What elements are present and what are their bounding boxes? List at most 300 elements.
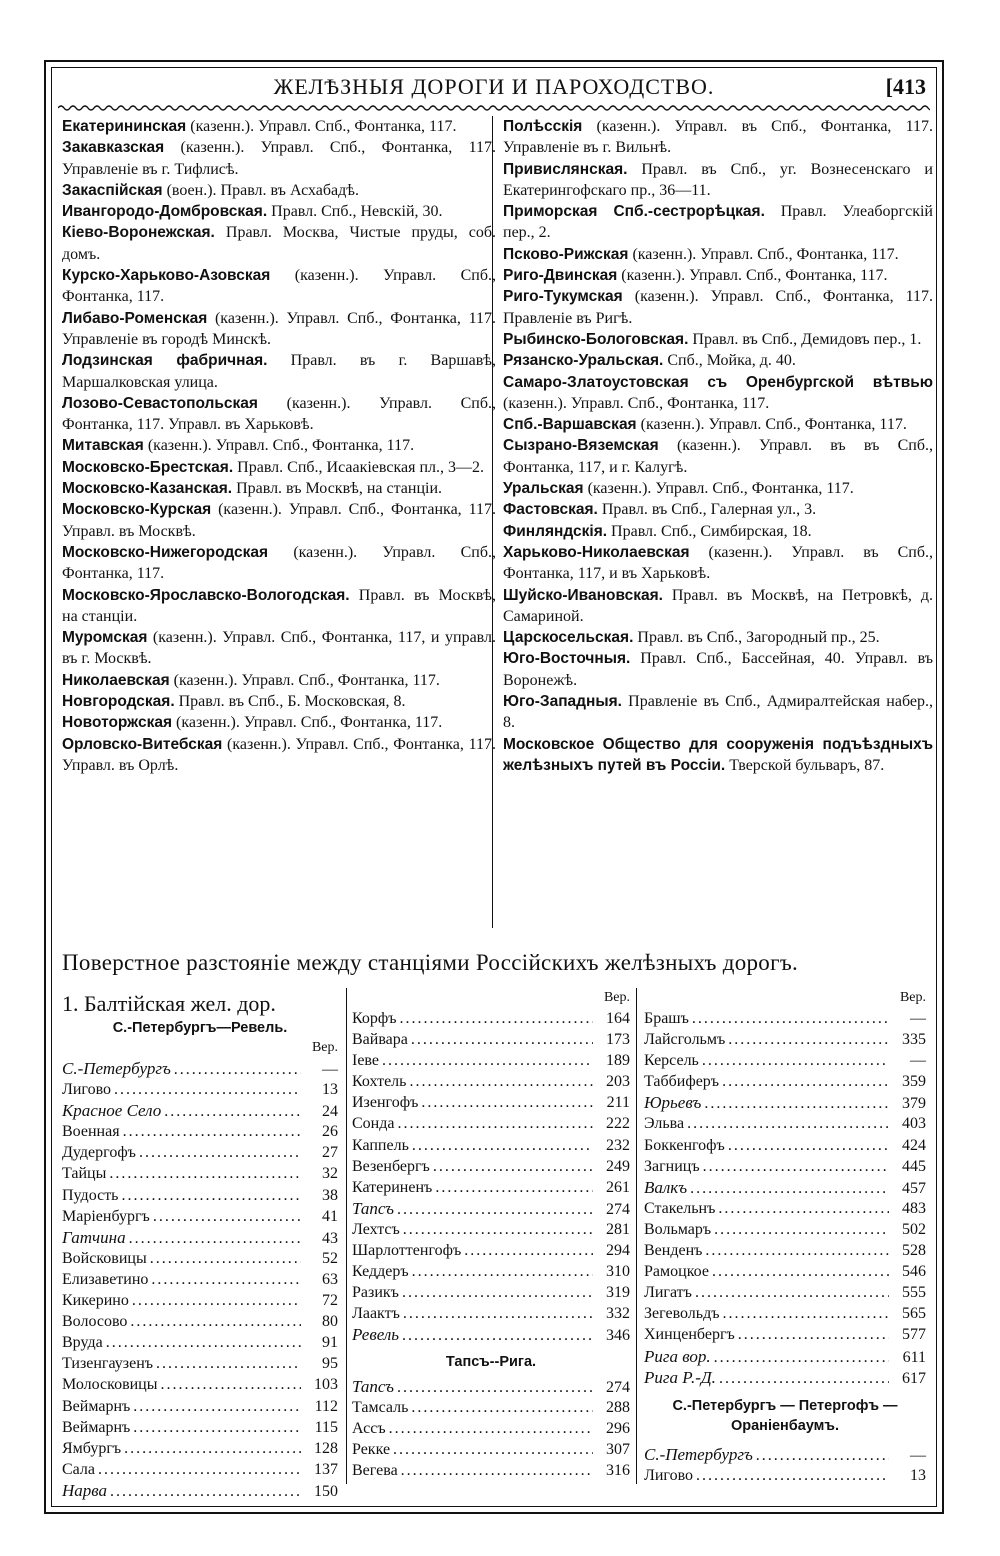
leader-dots (433, 1156, 593, 1177)
railway-name: Финляндскія. (503, 522, 608, 540)
station-distance: 403 (902, 1115, 926, 1133)
leader-dots (412, 1261, 593, 1282)
railway-entry (62, 542, 496, 585)
leader-dots (723, 1303, 890, 1324)
railway-name: Лозово-Севастопольская (62, 394, 258, 412)
station-name: Елизаветино (62, 1270, 149, 1288)
railway-name: Муромская (62, 629, 148, 647)
railway-name: Ивангородо-Домбровская. (62, 203, 268, 221)
leader-dots (150, 1248, 301, 1269)
railway-entry (62, 435, 496, 456)
railway-entry (503, 435, 933, 478)
railway-entry (503, 116, 933, 159)
station-name: Рамоцкое (644, 1263, 709, 1281)
station-name: Изенгофъ (352, 1094, 419, 1112)
station-row (352, 1008, 630, 1029)
station-name: Стакельнъ (644, 1199, 716, 1217)
station-row (644, 1135, 926, 1156)
station-name: Кохтель (352, 1073, 407, 1091)
leader-dots (403, 1219, 593, 1240)
leader-dots (382, 1050, 593, 1071)
railway-entry (503, 372, 933, 415)
station-distance: 346 (606, 1327, 630, 1345)
station-row (352, 1029, 630, 1050)
station-distance: 565 (902, 1305, 926, 1323)
station-name: Красное Село (62, 1101, 162, 1121)
station-name: Загницъ (644, 1157, 700, 1175)
railway-address: (казенн.). Управл. Спб., Фонтанка, 117. (617, 267, 888, 285)
station-row (62, 1206, 338, 1227)
railway-name: Царскосельская. (503, 629, 634, 647)
railway-address: (казенн.). Управл. Спб., Фонтанка, 117. (143, 437, 415, 455)
column-divider (492, 116, 493, 928)
station-name: Разикъ (352, 1284, 399, 1302)
station-name: Тапсъ (352, 1198, 394, 1218)
station-distance: 294 (606, 1242, 630, 1260)
leader-dots (397, 1113, 593, 1134)
railway-entry (62, 201, 496, 222)
station-row (62, 1374, 338, 1395)
railway-name: Митавская (62, 437, 144, 455)
railway-name: Шуйско-Ивановская. (503, 586, 663, 604)
railway-entry (503, 244, 933, 265)
station-row (352, 1303, 630, 1324)
wavy-rule (58, 104, 930, 112)
railway-name: Новоторжская (62, 714, 173, 732)
leader-dots (151, 1269, 301, 1290)
station-distance: 137 (314, 1460, 338, 1478)
railway-address: (казенн.). Управл. Спб., Фонтанка, 117. Правленіе въ Ригѣ. (503, 288, 933, 327)
station-distance: 164 (606, 1010, 630, 1027)
ver-label: Вер. (603, 990, 630, 1005)
station-row (644, 1008, 926, 1029)
station-name: Ревель (352, 1325, 399, 1345)
railway-entry (503, 265, 933, 286)
leader-dots (109, 1163, 301, 1184)
leader-dots (123, 1121, 301, 1142)
station-distance: 189 (606, 1052, 630, 1070)
railway-entry (503, 627, 933, 648)
station-distance: 379 (902, 1095, 926, 1113)
leader-dots (397, 1377, 593, 1398)
railway-name: Московско-Ярославско-Вологодская. (62, 586, 350, 604)
station-row (62, 1332, 338, 1353)
station-name: Лигово (62, 1081, 112, 1099)
leader-dots (412, 1135, 593, 1156)
station-distance: 63 (322, 1270, 338, 1288)
railway-name: Московско-Казанская. (62, 480, 233, 498)
station-name: Тапсъ (352, 1376, 394, 1396)
railway-address: (казенн.). Управл. Спб., Фонтанка, 117. (169, 671, 440, 689)
station-distance: 95 (322, 1355, 338, 1373)
railway-address: Правл. въ Москвѣ, на Петровкѣ, д. Самариной. (503, 586, 933, 625)
station-name: Катериненъ (352, 1178, 433, 1196)
station-name: Боккенгофъ (644, 1136, 725, 1154)
station-row (644, 1071, 926, 1092)
railway-address: (казенн.). Управл. Спб., Фонтанка, 117. (503, 394, 770, 412)
station-distance: — (322, 1061, 338, 1078)
railway-entry (503, 691, 933, 734)
railway-entry (62, 457, 496, 478)
station-name: Ямбургъ (62, 1439, 122, 1457)
station-name: Волосово (62, 1313, 128, 1331)
leader-dots (164, 1101, 301, 1122)
station-row (62, 1417, 338, 1438)
station-name: Вруда (62, 1334, 103, 1352)
station-name: Хинценбергъ (644, 1326, 735, 1344)
station-distance: 617 (902, 1369, 926, 1387)
railway-name: Харьково-Николаевская (503, 543, 690, 561)
station-name: Дудергофъ (62, 1144, 136, 1162)
station-row (352, 1397, 630, 1418)
station-row (352, 1113, 630, 1134)
leader-dots (397, 1199, 593, 1220)
leader-dots (393, 1439, 593, 1460)
railway-entry (503, 585, 933, 628)
station-distance: 232 (606, 1136, 630, 1154)
railway-entry (62, 712, 496, 733)
leader-dots (435, 1177, 593, 1198)
railway-address: Правл. Спб., Исаакіевская пл., 3—2. (233, 458, 484, 476)
station-name: Лигатъ (644, 1284, 692, 1302)
railway-name: Полѣсскія (503, 118, 583, 135)
railway-address: Правл. въ Спб., Б. Московская, 8. (174, 693, 406, 711)
railway-name: Юго-Западныя. (503, 693, 622, 711)
station-distance: 13 (910, 1466, 926, 1484)
leader-dots (129, 1228, 301, 1249)
station-name: Тизенгаузенъ (62, 1355, 154, 1373)
station-distance: 38 (322, 1186, 338, 1204)
station-distance: — (910, 1446, 926, 1464)
leader-dots (153, 1206, 301, 1227)
station-row (644, 1261, 926, 1282)
railway-entry (503, 329, 933, 350)
railway-name: Самаро-Златоустовская съ Оренбургской вѣтвью (503, 373, 933, 391)
station-distance: 103 (314, 1376, 338, 1394)
leader-dots (403, 1303, 593, 1324)
station-name: Брашъ (644, 1010, 689, 1027)
railway-entry (62, 308, 496, 351)
railway-entry (62, 137, 496, 180)
station-row (644, 1092, 926, 1113)
station-distance: 13 (322, 1081, 338, 1099)
railway-name: Рязанско-Уральская. (503, 352, 664, 370)
station-distance: 274 (606, 1378, 630, 1396)
railway-address: Спб., Мойка, д. 40. (663, 352, 796, 370)
railway-name: Приморская Спб.-сестрорѣцкая. (503, 203, 765, 221)
station-distance: 128 (314, 1439, 338, 1457)
leader-dots (712, 1261, 889, 1282)
station-row (352, 1156, 630, 1177)
leader-dots (409, 1071, 593, 1092)
railway-entry (62, 222, 496, 265)
station-distance: 72 (322, 1292, 338, 1310)
station-distance: 112 (314, 1397, 338, 1415)
station-name: Войсковицы (62, 1249, 147, 1267)
leader-dots (132, 1290, 301, 1311)
station-name: Везенбергъ (352, 1157, 430, 1175)
ver-label: Вер. (311, 1040, 338, 1055)
station-name: Іеве (352, 1052, 379, 1070)
railway-entry (503, 478, 933, 499)
railway-name: Московско-Брестская. (62, 458, 234, 476)
station-name: Гатчина (62, 1227, 126, 1247)
station-row (352, 1092, 630, 1113)
station-row (644, 1465, 926, 1486)
leader-dots (703, 1156, 889, 1177)
railway-entry (62, 627, 496, 670)
railway-name: Спб.-Варшавская (503, 416, 637, 434)
leader-dots (687, 1113, 889, 1134)
station-distance: 24 (322, 1103, 338, 1121)
leader-dots (728, 1135, 889, 1156)
leader-dots (411, 1029, 593, 1050)
railway-entry (503, 521, 933, 542)
leader-dots (719, 1368, 889, 1389)
page-header (44, 64, 944, 104)
station-name: Тамсаль (352, 1398, 409, 1416)
station-distance: 528 (902, 1242, 926, 1260)
station-row (62, 1311, 338, 1332)
station-distance: 335 (902, 1031, 926, 1049)
station-distance: 424 (902, 1136, 926, 1154)
station-row (644, 1156, 926, 1177)
station-name: Рига вор. (644, 1346, 711, 1366)
station-row (62, 1058, 338, 1079)
railway-entry (62, 670, 496, 691)
leader-dots (714, 1347, 889, 1368)
station-name: Кеддеръ (352, 1263, 409, 1281)
station-row (62, 1459, 338, 1480)
leader-dots (110, 1481, 301, 1502)
station-distance: 91 (322, 1334, 338, 1352)
railway-address: (казенн.). Управл. въ Спб., Фонтанка, 117. Управленіе въ г. Вильнѣ. (503, 118, 933, 157)
railway-address: (казенн.). Управл. Спб., Фонтанка, 117. Управленіе въ г. Тифлисѣ. (62, 139, 496, 178)
railway-name: Московско-Курская (62, 501, 212, 519)
leader-dots (421, 1092, 593, 1113)
station-row (644, 1198, 926, 1219)
route-heading: С.-Петербургъ—Ревель. (112, 1020, 288, 1036)
station-distance: 52 (322, 1249, 338, 1267)
station-name: Эльва (644, 1115, 685, 1133)
railway-address: (казенн.). Управл. Спб., Фонтанка, 117. (186, 118, 457, 135)
leader-dots (139, 1142, 301, 1163)
station-distance: 43 (322, 1229, 338, 1247)
railway-name: Либаво-Роменская (62, 309, 208, 327)
leader-dots (174, 1059, 301, 1080)
station-distance: 26 (322, 1123, 338, 1141)
station-name: Таббиферъ (644, 1073, 720, 1091)
station-row (644, 1282, 926, 1303)
railway-address: Правл. въ Москвѣ, на станціи. (232, 480, 443, 498)
railway-entry (503, 350, 933, 371)
station-name: Зегевольдъ (644, 1305, 720, 1323)
station-row (352, 1261, 630, 1282)
station-distance: 41 (322, 1207, 338, 1225)
railway-name: Курско-Харьково-Азовская (62, 267, 271, 285)
page-number: [413 (885, 74, 926, 99)
railway-entry (62, 499, 496, 542)
railway-entry (62, 265, 496, 308)
railway-entry (503, 201, 933, 244)
leader-dots (704, 1093, 889, 1114)
station-row (644, 1219, 926, 1240)
station-row (62, 1396, 338, 1417)
station-row (644, 1346, 926, 1367)
station-row (62, 1438, 338, 1459)
route-heading: Тапсъ--Рига. (445, 1353, 537, 1370)
station-name: Веймарнъ (62, 1397, 131, 1415)
railway-address: (казенн.). Управл. въ въ Спб., Фонтанка, 117, и г. Калугѣ. (503, 437, 933, 476)
railway-address: (казенн.). Управл. Спб., Фонтанка, 117. Управл. въ Москвѣ. (62, 501, 496, 540)
station-name: Юрьевъ (644, 1093, 702, 1113)
station-distance: 32 (322, 1165, 338, 1183)
station-distance: 577 (902, 1326, 926, 1344)
railway-address: Правл. въ Спб., уг. Вознесенскаго и Екатерингофскаго пр., 36—11. (503, 160, 933, 199)
station-distance: 359 (902, 1073, 926, 1091)
railway-address: Правл. въ Москвѣ, на станціи. (62, 586, 496, 625)
station-row (352, 1071, 630, 1092)
station-row (352, 1050, 630, 1071)
station-distance: 274 (606, 1200, 630, 1218)
railway-name: Риго-Двинская (503, 267, 618, 285)
route-heading: С.-Петербургъ — Петергофъ — Ораніенбаумъ. (672, 1397, 898, 1434)
station-row (644, 1050, 926, 1071)
railway-name: Московское Общество для сооруженія подъѣздныхъ желѣзныхъ путей въ Россіи. (503, 735, 933, 774)
station-row (62, 1480, 338, 1501)
station-row (62, 1163, 338, 1184)
leader-dots (714, 1219, 889, 1240)
station-distance: 281 (606, 1220, 630, 1238)
station-name: Пудость (62, 1186, 119, 1204)
station-row (644, 1240, 926, 1261)
station-row (644, 1444, 926, 1465)
leader-dots (98, 1459, 301, 1480)
leader-dots (690, 1178, 889, 1199)
station-distance: 222 (606, 1115, 630, 1133)
station-distance: 249 (606, 1157, 630, 1175)
railway-entry (62, 478, 496, 499)
station-row (352, 1376, 630, 1397)
leader-dots (718, 1198, 889, 1219)
railway-address: Правл. Улеаборгскій пер., 2. (503, 203, 933, 242)
railway-address: Правл. Спб., Невскій, 30. (267, 203, 443, 221)
railway-name: Уральская (503, 480, 584, 498)
leader-dots (738, 1324, 889, 1345)
station-row (352, 1240, 630, 1261)
station-row (352, 1135, 630, 1156)
station-row (352, 1177, 630, 1198)
station-name: Валкъ (644, 1177, 688, 1197)
table-divider-1 (346, 988, 347, 1484)
railway-entry (62, 350, 496, 393)
leader-dots (695, 1282, 889, 1303)
station-row (644, 1113, 926, 1134)
station-row (352, 1282, 630, 1303)
railway-address: (казенн.). Управл. Спб., Фонтанка, 117. (172, 714, 443, 732)
leader-dots (133, 1396, 301, 1417)
station-distance: 483 (902, 1199, 926, 1217)
railways-left-column (62, 116, 496, 776)
railway-name: Рыбинско-Бологовская. (503, 330, 689, 348)
railway-address: (казенн.). Управл. Спб., Фонтанка, 117, и управл. въ г. Москвѣ. (62, 629, 496, 668)
leader-dots (156, 1353, 301, 1374)
leader-dots (702, 1050, 889, 1071)
railway-name: Фастовская. (503, 501, 598, 519)
railway-address: Тверской бульваръ, 87. (725, 756, 885, 774)
railway-name: Орловско-Витебская (62, 735, 223, 753)
station-row (62, 1227, 338, 1248)
station-name: Лаактъ (352, 1305, 400, 1323)
station-distance: 296 (606, 1419, 630, 1437)
station-row (62, 1185, 338, 1206)
railway-address: (казенн.). Управл. Спб., Фонтанка, 117. Управл. въ Харьковѣ. (62, 394, 496, 434)
railway-name: Закаспійская (62, 181, 163, 199)
station-distance: 27 (322, 1144, 338, 1162)
railway-address: Правленіе въ Спб., Адмиралтейская набер., 8. (503, 693, 933, 732)
leader-dots (161, 1374, 302, 1395)
leader-dots (400, 1008, 593, 1029)
station-name: С.-Петербургъ (62, 1059, 171, 1078)
table-divider-2 (636, 988, 637, 1484)
station-name: Сонда (352, 1115, 395, 1133)
station-row (62, 1121, 338, 1142)
railway-name: Николаевская (62, 671, 170, 689)
station-row (62, 1248, 338, 1269)
railway-address: (казенн.). Управл. Спб., Фонтанка, 117. (636, 416, 907, 434)
station-name: Ассъ (352, 1419, 386, 1437)
station-name: Лигово (644, 1466, 694, 1484)
station-row (62, 1290, 338, 1311)
leader-dots (402, 1282, 593, 1303)
railway-entry (503, 286, 933, 329)
station-distance: 611 (902, 1348, 926, 1366)
station-name: Вегева (352, 1461, 398, 1479)
leader-dots (705, 1240, 889, 1261)
station-distance: — (910, 1052, 926, 1070)
leader-dots (756, 1445, 889, 1466)
railway-address: Правл. Спб., Симбирская, 18. (607, 522, 812, 540)
railway-address: Правл. въ Спб., Галерная ул., 3. (597, 501, 817, 519)
leader-dots (411, 1397, 593, 1418)
station-name: Лайсгольмъ (644, 1031, 726, 1049)
leader-dots (124, 1438, 301, 1459)
station-row (644, 1029, 926, 1050)
station-name: Рига Р.-Д. (644, 1367, 716, 1387)
station-distance: 319 (606, 1284, 630, 1302)
station-distance: 457 (902, 1179, 926, 1197)
distance-column-3 (644, 988, 926, 1486)
railway-address: Правл. въ г. Варшавѣ, Маршалковская улица. (62, 352, 496, 391)
railway-address: (казенн.). Управл. Спб., Фонтанка, 117. Управленіе въ городѣ Минскѣ. (62, 309, 496, 348)
leader-dots (464, 1240, 593, 1261)
page-title: ЖЕЛѢЗНЫЯ ДОРОГИ И ПАРОХОДСТВО. (273, 74, 715, 99)
station-distance: 332 (606, 1305, 630, 1323)
station-row (62, 1353, 338, 1374)
station-name: Керсель (644, 1052, 699, 1070)
station-name: Молосковицы (62, 1376, 158, 1394)
station-row (352, 1324, 630, 1345)
leader-dots (402, 1325, 593, 1346)
station-name: Венденъ (644, 1242, 703, 1260)
railway-address: (казенн.). Управл. въ Спб., Фонтанка, 117, и въ Харьковѣ. (503, 543, 933, 583)
station-distance: 307 (606, 1440, 630, 1458)
station-row (644, 1303, 926, 1324)
railway-name: Кіево-Воронежская. (62, 224, 215, 242)
railway-address: (казенн.). Управл. Спб., Фонтанка, 117. (583, 480, 854, 498)
station-name: Каппель (352, 1136, 409, 1154)
station-name: Нарва (62, 1480, 108, 1500)
